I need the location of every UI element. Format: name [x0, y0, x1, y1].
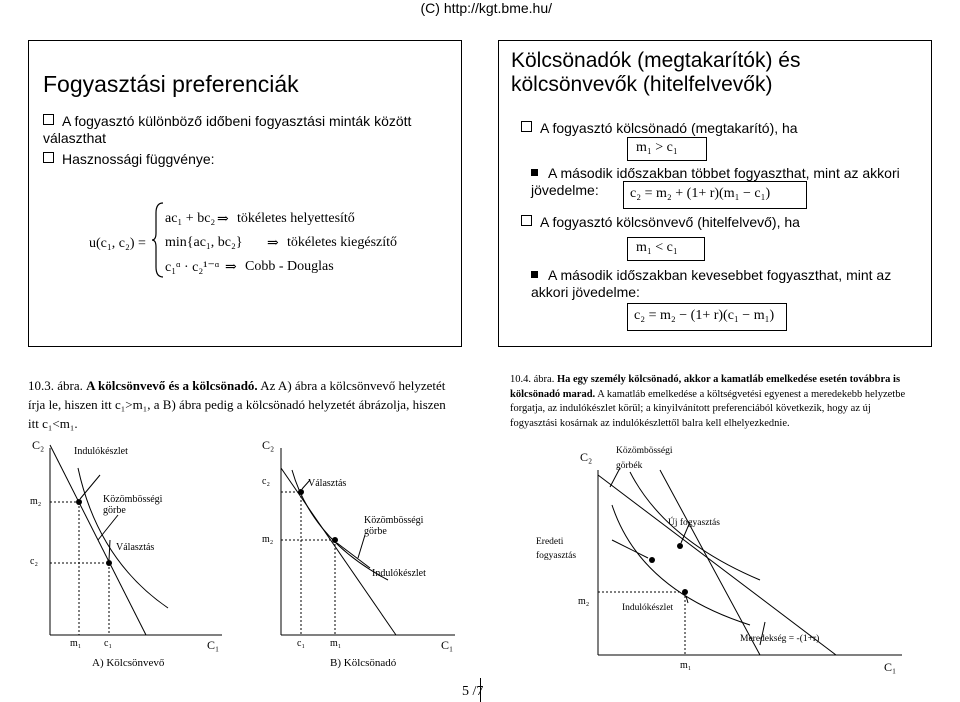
lender-equation: c₂ = m₂ + (1+ r)(m₁ − c₁)	[630, 186, 771, 201]
utility-lhs: u(c₁, c₂) =	[89, 236, 146, 251]
panel-a-c1: c₁	[104, 638, 112, 649]
panel-b-c2: c₂	[262, 476, 270, 487]
panel-b-endowment: Indulókészlet	[372, 568, 426, 579]
lender-bullet: A fogyasztó kölcsönadó (megtakarító), ha	[521, 120, 798, 137]
utility-row1-expr: ac₁ + bc₂	[165, 211, 216, 226]
slide-left-title: Fogyasztási preferenciák	[43, 71, 299, 97]
panel-b-m1: m₁	[330, 638, 342, 649]
panel-a-x-axis: C₁	[207, 638, 220, 652]
panel-b-x-axis: C₁	[441, 638, 454, 652]
lender-sub: A második időszakban többet fogyaszthat, mint az akkori jövedelme:	[531, 165, 900, 198]
panel-a-choice: Választás	[116, 542, 155, 553]
panel-b-choice: Választás	[308, 478, 347, 489]
fig4-orig-choice: Eredeti fogyasztás	[536, 537, 577, 561]
panel-a-m2: m₂	[30, 496, 42, 507]
utility-row2-expr: min{ac₁, bc₂}	[165, 235, 243, 250]
utility-row3-expr: c₁ᵅ · c₂¹⁻ᵅ	[165, 260, 220, 275]
panel-a-m1: m₁	[70, 638, 82, 649]
panel-a-y-axis: C₂	[32, 438, 45, 452]
utility-row2-text: tökéletes kiegészítő	[287, 235, 398, 250]
implies-icon: ⇒	[217, 212, 229, 227]
panel-a-endowment: Indulókészlet	[74, 446, 128, 457]
fig4-m2: m₂	[578, 596, 590, 607]
borrower-equation: c₂ = m₂ − (1+ r)(c₁ − m₁)	[634, 308, 775, 323]
fig4-endowment: Indulókészlet	[622, 603, 674, 613]
implies-icon: ⇒	[225, 260, 237, 275]
panel-b-c1: c₁	[297, 638, 305, 649]
panel-b-y-axis: C₂	[262, 438, 275, 452]
fig4-indiff: Közömbösségi görbék	[616, 446, 673, 471]
fig4-y-axis: C₂	[580, 450, 593, 464]
utility-row3-text: Cobb - Douglas	[245, 259, 334, 274]
fig4-caption: 10.4. ábra. Ha egy személy kölcsönadó, akkor a kamatláb emelkedése esetén továbbra is kölcsönadó marad. A kamatláb emelkedése a költségvetési egyenest a meredekebb helyzetbe forgatja, az indulókészlet körül; a kinyilvánított preferenciából következik, hogy az új fogyasztási kosárnak az indulókészlettől balra kell elhelyezkednie.	[510, 374, 906, 429]
panel-b-m2: m₂	[262, 534, 274, 545]
fig4-new-choice: Új fogyasztás	[668, 518, 720, 528]
panel-a-label: A) Kölcsönvevő	[92, 657, 165, 669]
panel-b-indiff: Közömbösségi görbe	[364, 515, 424, 537]
borrower-sub: A második időszakban kevesebbet fogyaszthat, mint az akkori jövedelme:	[531, 267, 892, 300]
panel-a-c2: c₂	[30, 556, 38, 567]
fig4-slope: Meredekség = -(1+r)	[740, 634, 820, 644]
copyright-header: (C) http://kgt.bme.hu/	[420, 0, 552, 16]
page-number: 5 /7	[462, 684, 484, 699]
fig4-x-axis: C₁	[884, 660, 897, 674]
bullet-1: A fogyasztó különböző időbeni fogyasztási minták között választhat	[43, 113, 412, 146]
utility-row1-text: tökéletes helyettesítő	[237, 211, 355, 226]
panel-a-indiff: Közömbösségi görbe	[103, 494, 163, 516]
slide-right-title: Kölcsönadók (megtakarítók) és kölcsönvevők (hitelfelvevők)	[511, 49, 801, 96]
borrower-bullet: A fogyasztó kölcsönvevő (hitelfelvevő), ha	[521, 214, 800, 231]
fig4-m1: m₁	[680, 660, 692, 671]
panel-b-label: B) Kölcsönadó	[330, 657, 397, 669]
borrower-condition: m₁ < c₁	[636, 240, 678, 255]
bullet-2: Hasznossági függvénye:	[43, 151, 215, 168]
implies-icon: ⇒	[267, 236, 279, 251]
fig3-caption: 10.3. ábra. A kölcsönvevő és a kölcsönadó. Az A) ábra a kölcsönvevő helyzetét írja le, hiszen itt c₁>m₁, a B) ábra pedig a kölcsönadó helyzetét ábrázolja, hiszen itt c₁<m₁.	[28, 378, 446, 431]
lender-condition: m₁ > c₁	[636, 140, 678, 155]
